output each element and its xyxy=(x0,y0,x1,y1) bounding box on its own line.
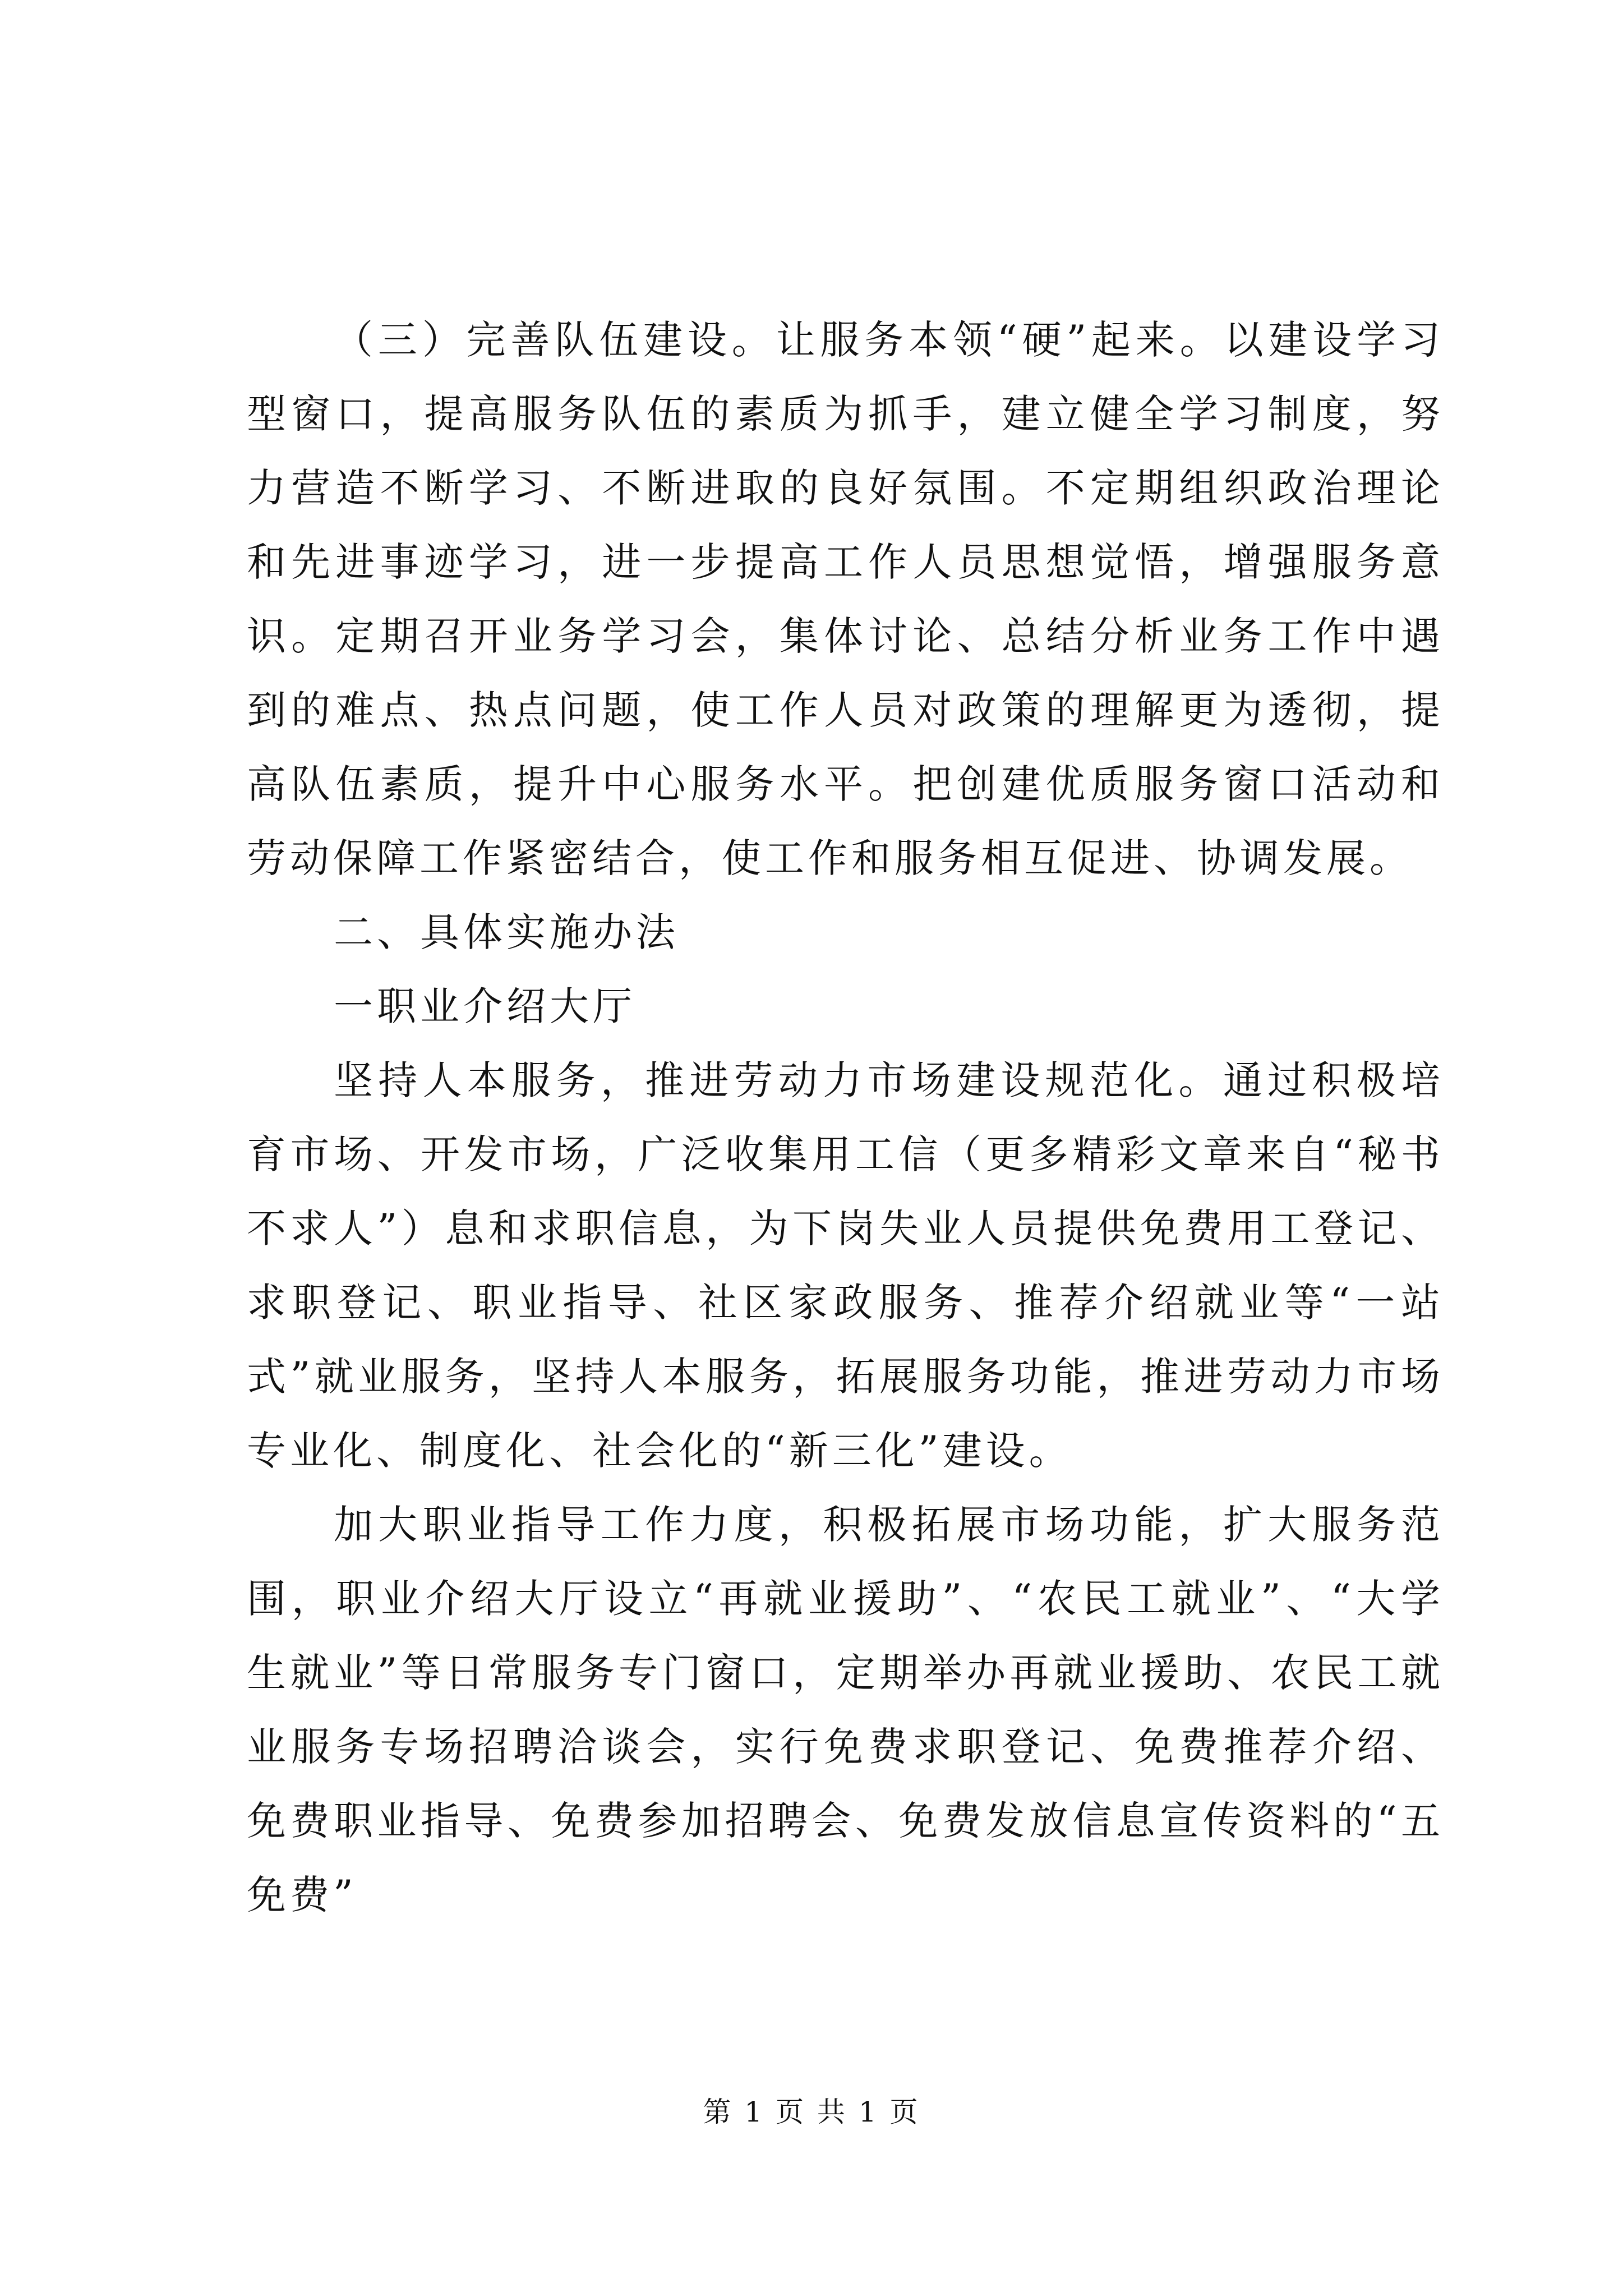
subheading-job-hall: 一职业介绍大厅 xyxy=(334,983,636,1029)
paragraph-career-guidance: 加大职业指导工作力度，积极拓展市场功能，扩大服务范围，职业介绍大厅设立“再就业援助”、“农民工就业”、“大学生就业”等日常服务专门窗口，定期举办再就业援助、农民工就业服务专场招聘洽谈会，实行免费求职登记、免费推荐介绍、免费职业指导、免费参加招聘会、免费发放信息宣传资料的“五免费” xyxy=(247,1502,1444,1918)
section-heading-implementation: 二、具体实施办法 xyxy=(334,909,679,955)
paragraph-people-oriented-service: 坚持人本服务，推进劳动力市场建设规范化。通过积极培育市场、开发市场，广泛收集用工信（更多精彩文章来自“秘书不求人”）息和求职信息，为下岗失业人员提供免费用工登记、求职登记、职业指导、社区家政服务、推荐介绍就业等“一站式”就业服务，坚持人本服务，拓展服务功能，推进劳动力市场专业化、制度化、社会化的“新三化”建设。 xyxy=(247,1057,1444,1474)
document-body xyxy=(247,303,1444,1932)
page-footer: 第 1 页 共 1 页 xyxy=(703,2096,920,2128)
paragraph-team-building: （三）完善队伍建设。让服务本领“硬”起来。以建设学习型窗口，提高服务队伍的素质为抓手，建立健全学习制度，努力营造不断学习、不断进取的良好氛围。不定期组织政治理论和先进事迹学习，进一步提高工作人员思想觉悟，增强服务意识。定期召开业务学习会，集体讨论、总结分析业务工作中遇到的难点、热点问题，使工作人员对政策的理解更为透彻，提高队伍素质，提升中心服务水平。把创建优质服务窗口活动和劳动保障工作紧密结合，使工作和服务相互促进、协调发展。 xyxy=(247,317,1444,881)
